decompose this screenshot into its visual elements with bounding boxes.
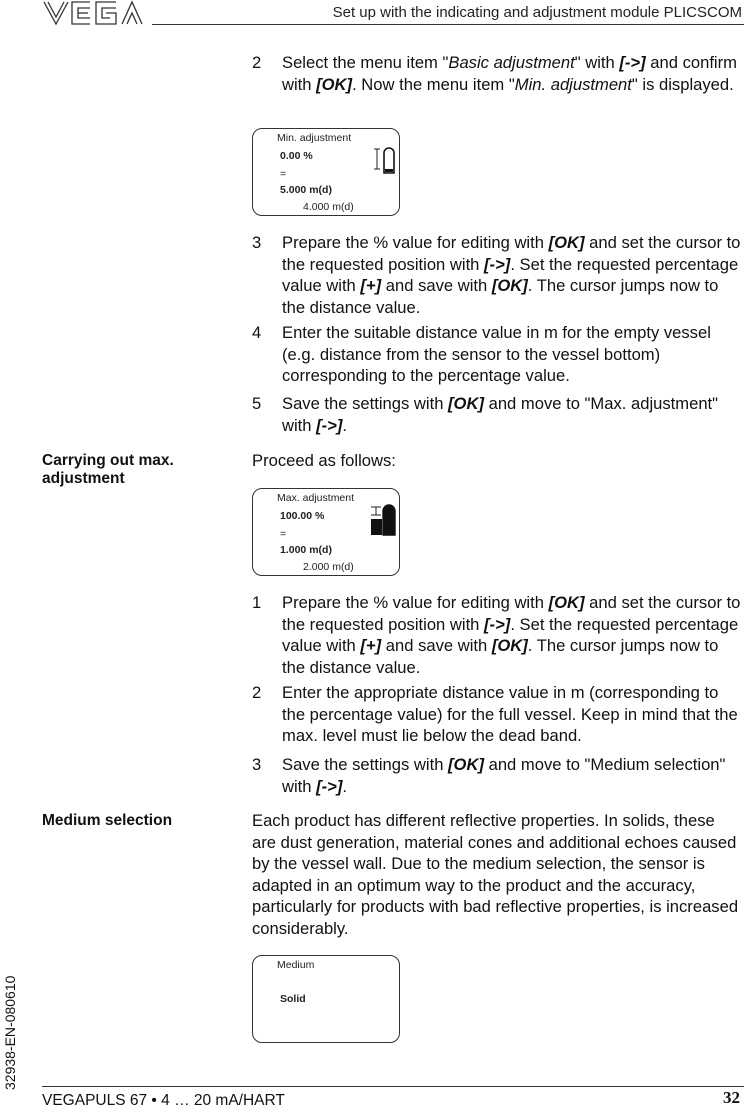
step-text: Enter the suitable distance value in m for the empty vessel (e.g. distance from the sensor to the vessel bottom) corresponding to the percentage value. (282, 323, 711, 385)
lcd-measured: 4.000 m(d) (303, 201, 354, 213)
lcd-max-adjustment (252, 488, 400, 576)
side-label-medium-selection: Medium selection (42, 812, 173, 829)
lcd-medium-value: Solid (280, 993, 306, 1005)
step-text: Prepare the % value for editing with [OK] and set the cursor to the requested position with [->]. Set the requested percentage value with [+] and save with [OK]. The cursor jumps now to the distance value. (282, 233, 741, 317)
step-number: 4 (252, 323, 262, 342)
lcd-medium (252, 955, 400, 1043)
step-min-4 (252, 322, 742, 387)
lcd-title: Max. adjustment (277, 492, 355, 504)
lcd-title: Medium (277, 959, 315, 971)
lcd-min-adjustment (252, 128, 400, 216)
step-min-2 (252, 52, 742, 95)
lcd-percent: 0.00 % (280, 150, 313, 162)
lcd-distance: 1.000 m(d) (280, 544, 332, 556)
page-header-title: Set up with the indicating and adjustment module PLICSCOM (332, 4, 742, 21)
lcd-measured: 2.000 m(d) (303, 561, 354, 573)
lcd-equals: = (280, 528, 287, 540)
step-number: 5 (252, 394, 262, 413)
footer-product: VEGAPULS 67 • 4 … 20 mA/HART (42, 1092, 285, 1109)
vessel-full-icon (369, 501, 397, 537)
step-max-3 (252, 754, 742, 797)
step-number: 3 (252, 233, 262, 252)
step-min-3 (252, 232, 742, 318)
lcd-equals: = (280, 168, 287, 180)
step-min-5 (252, 393, 742, 436)
step-number: 2 (252, 683, 262, 702)
step-text: Prepare the % value for editing with [OK] and set the cursor to the requested position with [->]. Set the requested percentage value with [+] and save with [OK]. The cursor jumps now to the distance value. (282, 593, 741, 677)
step-text: Enter the appropriate distance value in m (corresponding to the percentage value) for the full vessel. Keep in mind that the max. level must lie below the dead band. (282, 683, 738, 745)
page-number: 32 (723, 1088, 740, 1107)
lcd-percent: 100.00 % (280, 510, 325, 522)
medium-text: Each product has different reflective properties. In solids, these are dust generation, material cones and additional echoes caused by the vessel wall. Due to the medium selection, the sensor is adapted in an optimum way to the product and the accuracy, particularly for products with bad reflective properties, is increased considerably. (252, 811, 739, 938)
step-number: 1 (252, 593, 262, 612)
lcd-distance: 5.000 m(d) (280, 184, 332, 196)
step-text: Save the settings with [OK] and move to "Max. adjustment" with [->]. (282, 394, 719, 435)
document-id: 32938-EN-080610 (2, 975, 18, 1090)
vega-logo (42, 0, 148, 31)
max-intro: Proceed as follows: (252, 451, 396, 470)
brand-text: VEGA (42, 0, 45, 1)
step-text: Save the settings with [OK] and move to "Medium selection" with [->]. (282, 755, 726, 796)
side-label-max-adjustment: Carrying out max. adjustment (42, 452, 174, 487)
lcd-title: Min. adjustment (277, 132, 352, 144)
vessel-empty-icon (373, 145, 397, 175)
step-max-1 (252, 592, 742, 678)
step-number: 2 (252, 53, 262, 72)
step-text: Select the menu item "Basic adjustment" with [->] and confirm with [OK]. Now the menu item "Min. adjustment" is displayed. (282, 53, 737, 94)
footer-rule (42, 1086, 744, 1087)
step-number: 3 (252, 755, 262, 774)
step-max-2 (252, 682, 742, 747)
header-rule (152, 24, 744, 25)
